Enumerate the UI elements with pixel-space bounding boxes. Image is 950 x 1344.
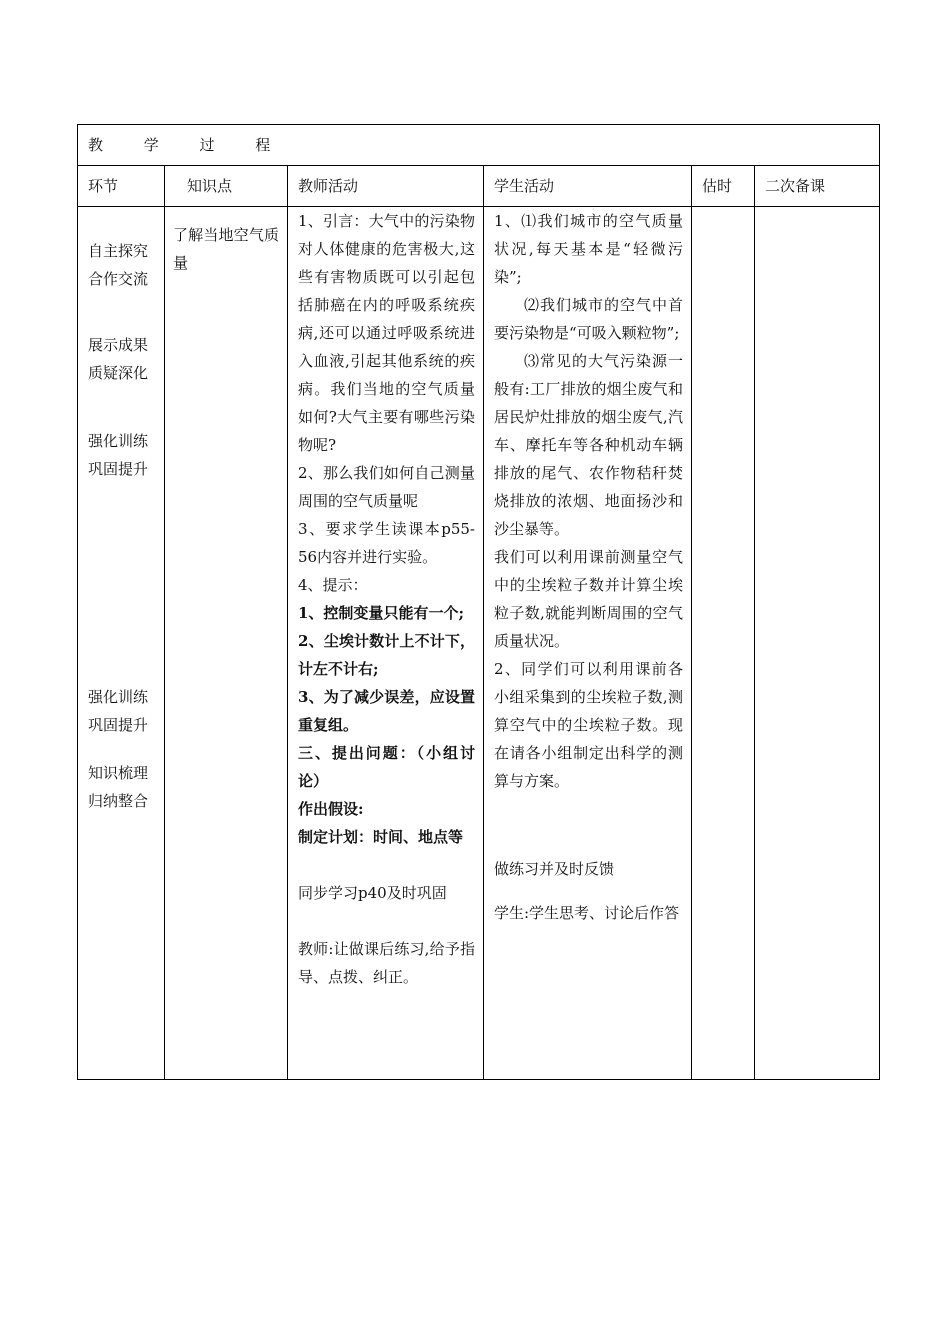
header-time: 估时 [692,166,755,207]
teacher-tip-3: 3、为了减少误差，应设置重复组。 [298,688,475,734]
knowledge-point: 了解当地空气质量 [173,226,279,272]
stage-cell [78,207,165,1080]
teacher-tip-2: 2、尘埃计数计上不计下，计左不计右; [298,632,475,678]
header-teacher: 教师活动 [288,166,484,207]
title-cell [78,125,880,166]
header-row [78,166,880,207]
student-answer-4: 2、同学们可以利用课前各小组采集到的尘埃粒子数,测算空气中的尘埃粒子数。现在请各小组制定出科学的测算与方案。 [494,660,683,790]
student-discussion: 学生:学生思考、讨论后作答 [494,904,680,922]
stage-5-line1: 知识梳理 [88,764,149,782]
teacher-tip-1: 1、控制变量只能有一个; [298,604,464,622]
header-knowledge: 知识点 [165,166,288,207]
teacher-guidance: 教师:让做课后练习,给予指导、点拨、纠正。 [298,940,475,986]
teacher-cell [288,207,484,1080]
teacher-practice: 同步学习p40及时巩固 [298,884,447,902]
student-exercise: 做练习并及时反馈 [494,860,615,878]
teacher-step-2: 2、那么我们如何自己测量周围的空气质量呢 [298,464,475,510]
teacher-intro: 1、引言：大气中的污染物对人体健康的危害极大,这些有害物质既可以引起包括肺癌在内的呼吸系统疾病,还可以通过呼吸系统进入血液,引起其他系统的疾病。我们当地的空气质量如何?大气主要有哪些污染物呢? [298,212,475,454]
revision-cell [755,207,880,1080]
table-title: 教 学 过 程 [88,136,289,154]
header-student: 学生活动 [484,166,692,207]
header-stage: 环节 [78,166,165,207]
knowledge-cell [165,207,288,1080]
stage-2-line2: 质疑深化 [88,364,149,382]
stage-5-line2: 归纳整合 [88,792,149,810]
student-answer-2: ⑵我们城市的空气中首要污染物是“可吸入颗粒物”; [494,296,683,342]
title-row [78,125,880,166]
content-row [78,207,880,1080]
student-answer-3: ⑶常见的大气污染源一般有:工厂排放的烟尘废气和居民炉灶排放的烟尘废气,汽车、摩托车等各种机动车辆排放的尾气、农作物秸秆焚烧排放的浓烟、地面扬沙和沙尘暴等。 [494,352,683,538]
stage-1-line2: 合作交流 [88,270,149,288]
teacher-plan: 制定计划：时间、地点等 [298,828,464,846]
teacher-question: 三、提出问题：（小组讨论） [298,744,475,790]
time-cell [692,207,755,1080]
stage-4-line2: 巩固提升 [88,716,149,734]
student-cell [484,207,692,1080]
header-revision: 二次备课 [755,166,880,207]
stage-1-line1: 自主探究 [88,242,149,260]
stage-3-line2: 巩固提升 [88,460,149,478]
student-answer-1: 1、⑴我们城市的空气质量状况,每天基本是“轻微污染”; [494,212,683,286]
stage-4-line1: 强化训练 [88,688,149,706]
lesson-table [77,124,880,1080]
student-measurement: 我们可以利用课前测量空气中的尘埃粒子数并计算尘埃粒子数,就能判断周围的空气质量状况。 [494,548,683,650]
teacher-step-3: 3、要求学生读课本p55-56内容并进行实验。 [298,520,475,566]
stage-2-line1: 展示成果 [88,336,149,354]
teacher-step-4: 4、提示： [298,576,368,594]
stage-3-line1: 强化训练 [88,432,149,450]
teacher-hypothesis: 作出假设: [298,800,364,818]
